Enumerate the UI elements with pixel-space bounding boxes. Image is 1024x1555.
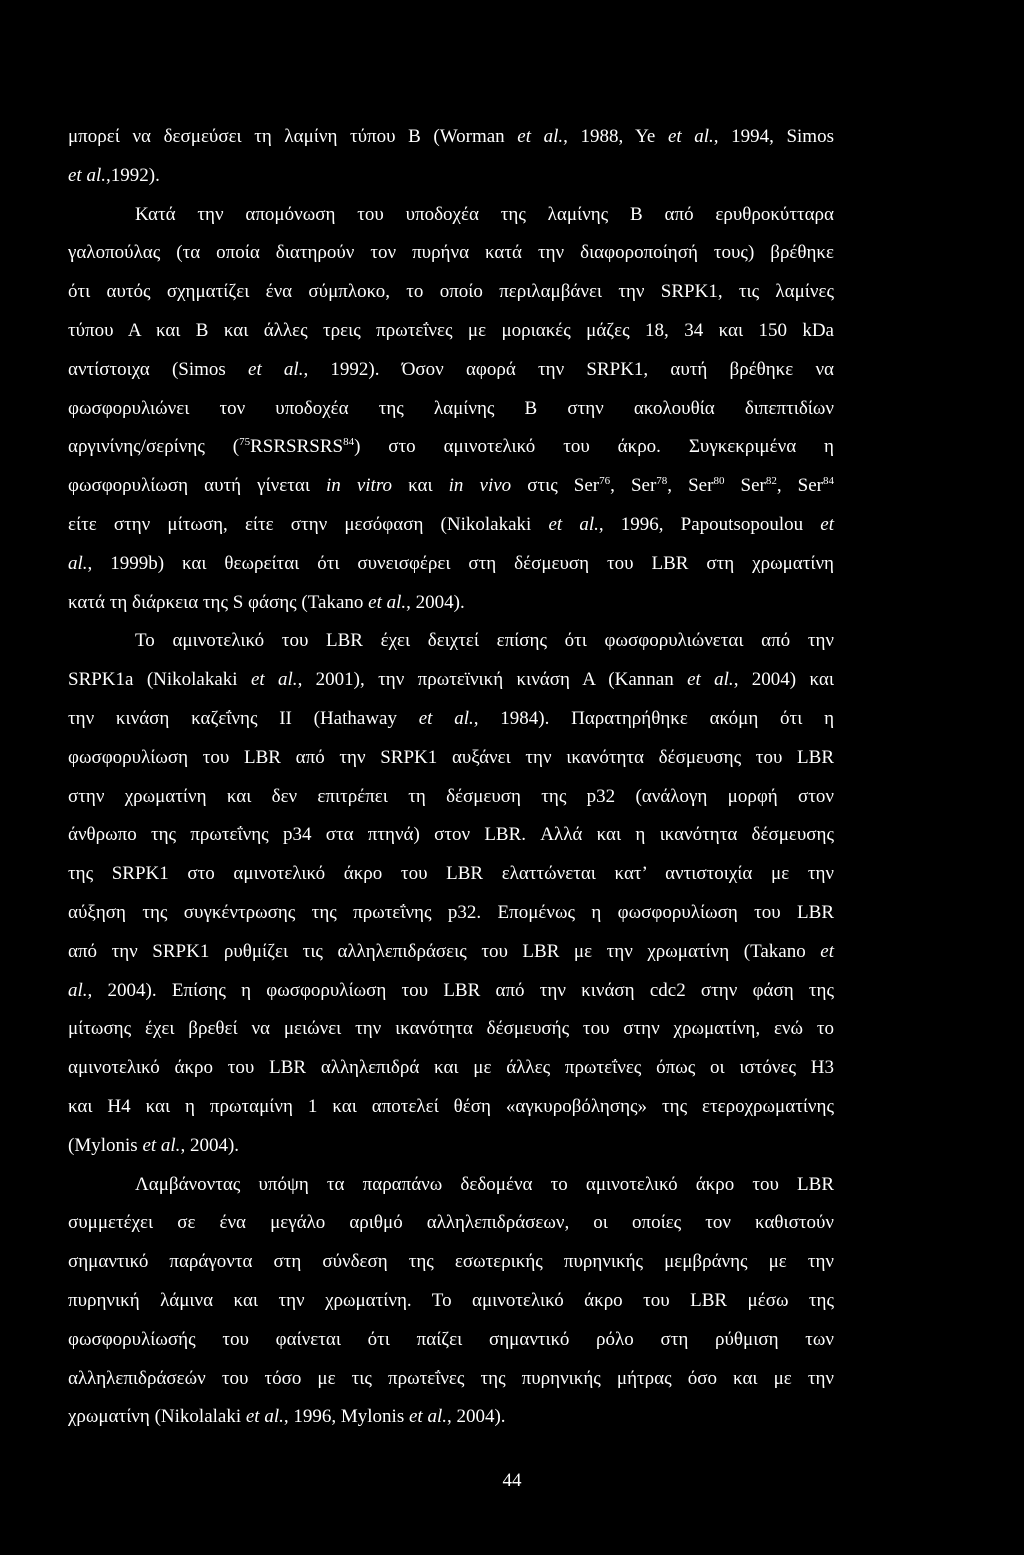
italic-text: et al. bbox=[248, 358, 304, 380]
text-line bbox=[68, 902, 834, 924]
text-run: , 1999b) και θεωρείται ότι συνεισφέρει στη δέσμευση του LBR στη χρωματίνη bbox=[87, 552, 834, 574]
text-run: SRPK1a (Nikolakaki bbox=[68, 669, 251, 691]
superscript: 80 bbox=[713, 475, 725, 488]
text-run: ότι αυτός σχηματίζει ένα σύμπλοκο, το οποίο περιλαμβάνει την SRPK1, τις λαμίνες bbox=[68, 281, 834, 303]
text-run: , 1992). Όσον αφορά την SRPK1, αυτή βρέθηκε να bbox=[303, 358, 834, 380]
text-line bbox=[68, 1406, 834, 1428]
italic-text: al. bbox=[68, 552, 88, 574]
text-line bbox=[68, 1368, 834, 1390]
text-run: χρωματίνη (Nikolalaki bbox=[68, 1406, 246, 1428]
text-run: , 1996, Mylonis bbox=[283, 1406, 409, 1428]
text-run: αργινίνης/σερίνης ( bbox=[68, 436, 240, 458]
italic-text: in vitro bbox=[326, 475, 393, 497]
italic-text: in vivo bbox=[448, 475, 512, 497]
text-run: φωσφορυλίωση του LBR από την SRPK1 αυξάνει την ικανότητα δέσμευσης του LBR bbox=[68, 746, 834, 768]
text-run: και Η4 και η πρωταμίνη 1 και αποτελεί θέση «αγκυροβόλησης» της ετεροχρωματίνης bbox=[68, 1096, 834, 1117]
text-line bbox=[68, 436, 834, 458]
text-run: είτε στην μίτωση, είτε στην μεσόφαση (Nikolakaki bbox=[68, 514, 549, 535]
italic-text: et al. bbox=[250, 669, 298, 691]
text-line bbox=[68, 1329, 834, 1351]
text-run: , 2004) και bbox=[733, 669, 834, 691]
text-run: αμινοτελικό άκρο του LBR αλληλεπιδρά και με άλλες πρωτεΐνες όπως οι ιστόνες Η3 bbox=[68, 1057, 834, 1079]
italic-text: et al. bbox=[687, 669, 734, 691]
text-run: αύξηση της συγκέντρωσης της πρωτεΐνης p32. Επομένως η φωσφορυλίωση του LBR bbox=[68, 902, 834, 923]
text-run: Λαμβάνοντας υπόψη τα παραπάνω δεδομένα το αμινοτελικό άκρο του LBR bbox=[135, 1173, 834, 1195]
text-line bbox=[68, 747, 834, 769]
text-run: αλληλεπιδράσεών του τόσο με τις πρωτεΐνες της πυρηνικής μήτρας όσο και με την bbox=[68, 1367, 834, 1389]
text-run: και bbox=[392, 475, 449, 497]
text-line bbox=[68, 320, 834, 342]
text-run: , Ser bbox=[667, 475, 714, 497]
text-run: RSRSRSRS bbox=[250, 436, 344, 458]
text-line bbox=[135, 1174, 834, 1196]
text-line bbox=[68, 1018, 834, 1040]
text-line bbox=[68, 1212, 834, 1234]
superscript: 76 bbox=[599, 475, 611, 488]
text-line bbox=[68, 242, 834, 264]
text-run: (Mylonis bbox=[68, 1134, 143, 1156]
text-line bbox=[68, 126, 834, 148]
text-line bbox=[68, 553, 834, 575]
text-line bbox=[68, 863, 834, 885]
superscript: 75 bbox=[239, 436, 251, 449]
italic-text: et bbox=[820, 940, 834, 962]
text-run: Κατά την απομόνωση του υποδοχέα της λαμίνης Β από ερυθροκύτταρα bbox=[135, 203, 834, 225]
text-run: , Ser bbox=[610, 475, 657, 497]
text-line bbox=[68, 941, 834, 963]
text-line bbox=[68, 475, 834, 497]
text-run: συμμετέχει σε ένα μεγάλο αριθμό αλληλεπιδράσεων, οι οποίες τον καθιστούν bbox=[68, 1212, 834, 1234]
italic-text: et al. bbox=[548, 514, 599, 535]
italic-text: et al. bbox=[418, 708, 474, 729]
italic-text: et al. bbox=[368, 591, 407, 613]
text-run: ) στο αμινοτελικό του άκρο. Συγκεκριμένα η bbox=[354, 436, 834, 458]
text-line bbox=[68, 398, 834, 420]
text-run: , 1988, Ye bbox=[563, 126, 668, 147]
text-run: γαλοπούλας (τα οποία διατηρούν τον πυρήνα κατά την διαφοροποίησή τους) βρέθηκε bbox=[68, 242, 834, 264]
text-line bbox=[68, 1135, 834, 1157]
text-run: στις Ser bbox=[511, 475, 600, 497]
italic-text: et bbox=[820, 514, 835, 535]
text-run: μίτωσης έχει βρεθεί να μειώνει την ικανότητα δέσμευσής του στην χρωματίνη, ενώ το bbox=[68, 1018, 834, 1040]
text-line bbox=[68, 281, 834, 303]
text-run: , 1994, Simos bbox=[713, 126, 834, 147]
text-line bbox=[135, 204, 834, 226]
italic-text: al. bbox=[68, 979, 88, 1001]
text-run: αντίστοιχα (Simos bbox=[68, 358, 249, 380]
text-run: , 2004). bbox=[406, 591, 465, 613]
italic-text: et al. bbox=[68, 164, 106, 186]
text-line bbox=[68, 1251, 834, 1273]
italic-text: et al. bbox=[667, 126, 714, 147]
text-line bbox=[68, 669, 834, 691]
text-run: φωσφορυλίωση αυτή γίνεται bbox=[68, 475, 326, 497]
text-run: την κινάση καζεΐνης ΙΙ (Hathaway bbox=[68, 708, 419, 729]
text-run: , 2004). bbox=[446, 1406, 506, 1428]
superscript: 84 bbox=[823, 475, 835, 488]
text-line bbox=[68, 1290, 834, 1312]
text-run: Ser bbox=[724, 475, 766, 497]
text-run: φωσφορυλίωσής του φαίνεται ότι παίζει σημαντικό ρόλο στη ρύθμιση των bbox=[68, 1328, 834, 1350]
text-run: άνθρωπο της πρωτεΐνης p34 στα πτηνά) στον LBR. Αλλά και η ικανότητα δέσμευσης bbox=[68, 824, 834, 846]
italic-text: et al. bbox=[408, 1406, 447, 1428]
text-line bbox=[68, 786, 834, 808]
text-run: Το αμινοτελικό του LBR έχει δειχτεί επίσης ότι φωσφορυλιώνεται από την bbox=[135, 630, 834, 652]
page-number: 44 bbox=[502, 1470, 522, 1491]
superscript: 78 bbox=[656, 475, 668, 488]
text-run: , 2004). bbox=[180, 1134, 240, 1156]
text-run: της SRPK1 στο αμινοτελικό άκρο του LBR ελαττώνεται κατ’ αντιστοιχία με την bbox=[68, 863, 834, 885]
text-line bbox=[68, 980, 834, 1002]
text-line bbox=[68, 824, 834, 846]
text-run: σημαντικό παράγοντα στη σύνδεση της εσωτερικής πυρηνικής μεμβράνης με την bbox=[68, 1251, 834, 1273]
text-line bbox=[68, 359, 834, 381]
italic-text: et al. bbox=[142, 1134, 181, 1156]
text-run: μπορεί να δεσμεύσει τη λαμίνη τύπου Β (Worman bbox=[68, 126, 518, 147]
text-run: από την SRPK1 ρυθμίζει τις αλληλεπιδράσεις του LBR με την χρωματίνη (Takano bbox=[68, 940, 821, 962]
text-line bbox=[68, 708, 834, 730]
text-run: τύπου Α και Β και άλλες τρεις πρωτεΐνες με μοριακές μάζες 18, 34 και 150 kDa bbox=[68, 320, 834, 341]
text-run: πυρηνική λάμινα και την χρωματίνη. Το αμινοτελικό άκρο του LBR μέσω της bbox=[68, 1290, 834, 1311]
text-run: , 1996, Papoutsopoulou bbox=[598, 514, 821, 535]
text-line bbox=[68, 1096, 834, 1118]
text-line bbox=[68, 1057, 834, 1079]
text-run: , Ser bbox=[776, 475, 824, 497]
text-line bbox=[68, 514, 834, 536]
superscript: 84 bbox=[343, 436, 355, 449]
text-line bbox=[68, 592, 834, 614]
text-run: στην χρωματίνη και δεν επιτρέπει τη δέσμευση της p32 (ανάλογη μορφή στον bbox=[68, 785, 834, 807]
text-run: , 2001), την πρωτεϊνική κινάση Α (Kannan bbox=[297, 669, 688, 691]
text-run: ,1992). bbox=[106, 164, 160, 186]
text-run: κατά τη διάρκεια της S φάσης (Takano bbox=[68, 591, 369, 613]
italic-text: et al. bbox=[517, 126, 564, 147]
text-line bbox=[135, 630, 834, 652]
text-line bbox=[68, 165, 834, 187]
text-run: φωσφορυλιώνει τον υποδοχέα της λαμίνης Β στην ακολουθία διπεπτιδίων bbox=[68, 397, 834, 419]
text-run: , 2004). Επίσης η φωσφορυλίωση του LBR από την κινάση cdc2 στην φάση της bbox=[87, 979, 834, 1001]
text-run: , 1984). Παρατηρήθηκε ακόμη ότι η bbox=[473, 708, 834, 729]
superscript: 82 bbox=[765, 475, 777, 488]
italic-text: et al. bbox=[245, 1406, 284, 1428]
